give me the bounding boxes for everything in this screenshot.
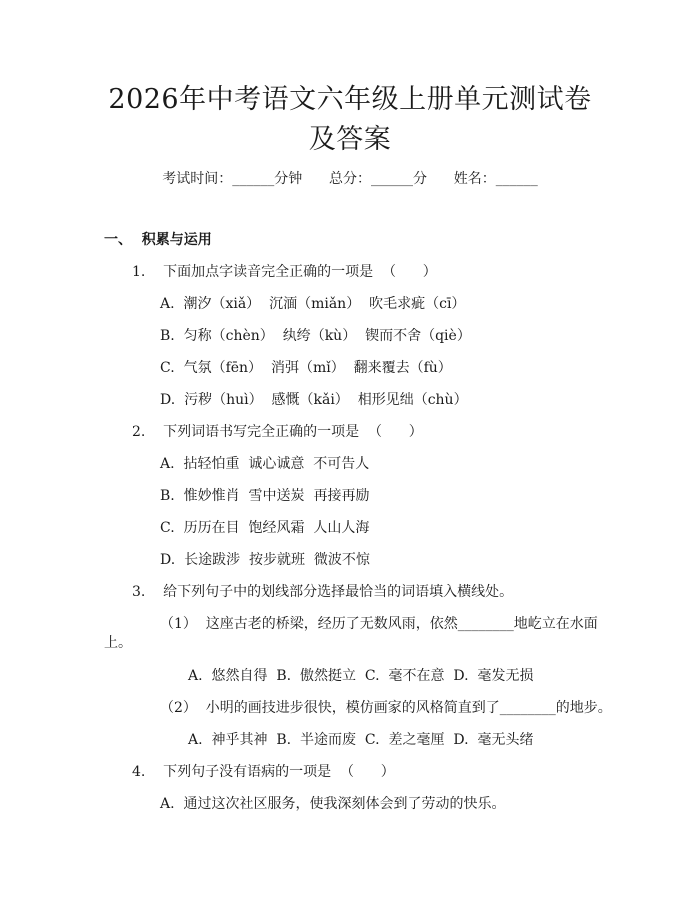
question-3-sub-2-options: A. 神乎其神 B. 半途而废 C. 差之毫厘 D. 毫无头绪 [188,732,534,748]
question-3-sub-1: （1） 这座古老的桥梁，经历了无数风雨，依然________地屹立在水面 [160,616,598,632]
exam-info-line: 考试时间：______分钟 总分：______分 姓名：______ [162,171,538,187]
question-2: 2. 下列词语书写完全正确的一项是 （ ） [132,424,423,440]
section-heading: 一、 积累与运用 [104,232,212,248]
question-1-option-a: A. 潮汐（xiǎ） 沉湎（miǎn） 吹毛求疵（cī） [160,296,466,312]
question-4: 4. 下列句子没有语病的一项是 （ ） [132,764,395,780]
question-2-option-a: A. 拈轻怕重 诚心诚意 不可告人 [160,456,370,472]
question-3-sub-1-continuation: 上。 [104,635,132,651]
question-4-option-a: A. 通过这次社区服务，使我深刻体会到了劳动的快乐。 [160,796,506,812]
question-1-option-c: C. 气氛（fēn） 消弭（mǐ） 翻来覆去（fù） [160,360,452,376]
question-1: 1. 下面加点字读音完全正确的一项是 （ ） [132,264,437,280]
question-1-option-d: D. 污秽（huì） 感慨（kǎi） 相形见绌（chù） [160,392,468,408]
question-2-option-d: D. 长途跋涉 按步就班 微波不惊 [160,552,370,568]
question-2-option-c: C. 历历在目 饱经风霜 人山人海 [160,520,370,536]
question-3-sub-1-options: A. 悠然自得 B. 傲然挺立 C. 毫不在意 D. 毫发无损 [188,668,534,684]
page-title: 2026年中考语文六年级上册单元测试卷及答案 [108,84,592,155]
question-1-option-b: B. 匀称（chèn） 纨绔（kù） 锲而不舍（qiè） [160,328,471,344]
question-3: 3. 给下列句子中的划线部分选择最恰当的词语填入横线处。 [132,584,514,600]
question-2-option-b: B. 惟妙惟肖 雪中送炭 再接再励 [160,488,370,504]
question-3-sub-2: （2） 小明的画技进步很快，模仿画家的风格简直到了________的地步。 [160,700,612,716]
